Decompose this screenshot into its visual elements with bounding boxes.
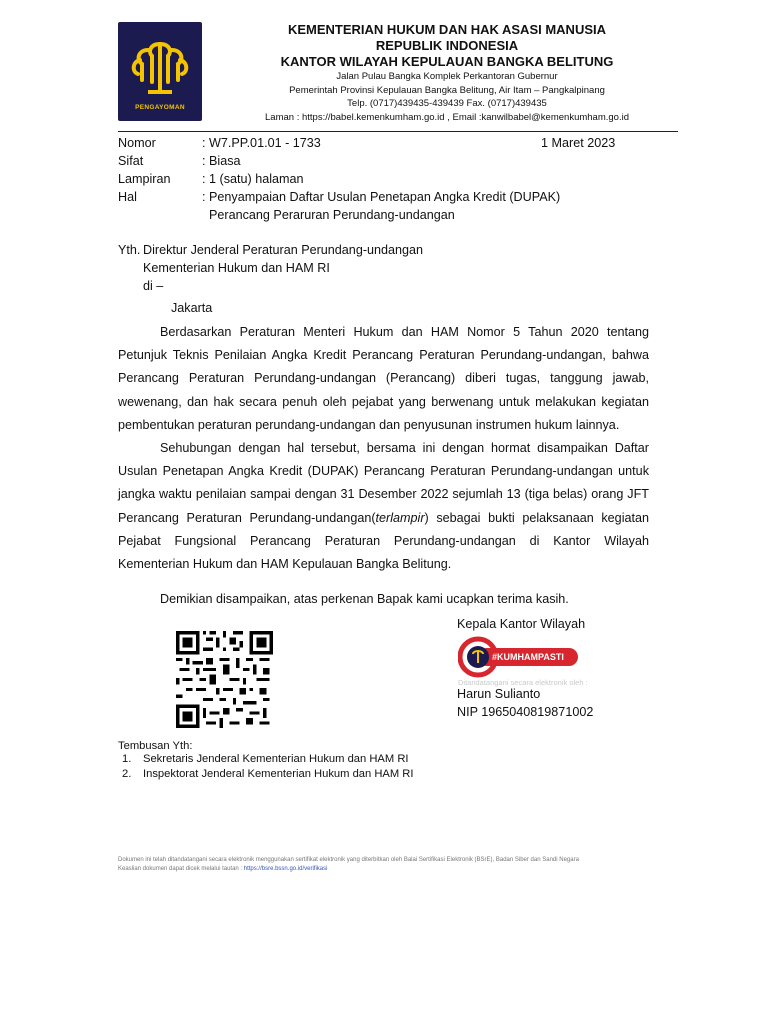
logo-text: PENGAYOMAN xyxy=(135,104,185,111)
office-name: KANTOR WILAYAH KEPULAUAN BANGKA BELITUNG xyxy=(280,54,614,69)
address-line-2: Pemerintah Provinsi Kepulauan Bangka Belitung, Air Itam – Pangkalpinang xyxy=(289,84,605,96)
sifat-value: : Biasa xyxy=(202,154,241,168)
verification-qr-code xyxy=(176,631,273,728)
phone-line: Telp. (0717)439435-439439 Fax. (0717)439435 xyxy=(347,98,547,109)
cc-item: 1. Sekretaris Jenderal Kementerian Hukum dan HAM RI xyxy=(122,753,409,765)
kumham-pasti-logo xyxy=(458,636,613,678)
web-email-line: Laman : https://babel.kemenkumham.go.id , Email :kanwilbabel@kemenkumham.go.id xyxy=(265,111,629,123)
recipient-line-1: Direktur Jenderal Peraturan Perundang-undangan xyxy=(143,243,424,257)
cc-heading: Tembusan Yth: xyxy=(118,740,193,752)
sifat-label: Sifat xyxy=(118,154,144,168)
cc-list xyxy=(118,752,414,781)
recipient-city: Jakarta xyxy=(171,301,213,315)
nomor-value: : W7.PP.01.01 - 1733 xyxy=(202,136,321,150)
e-signature-footer xyxy=(118,856,658,874)
recipient-line-2: Kementerian Hukum dan HAM RI xyxy=(143,261,330,275)
country-name: REPUBLIK INDONESIA xyxy=(375,38,519,53)
signatory-name: Harun Sulianto xyxy=(457,687,541,701)
cc-item: 2. Inspektorat Jenderal Kementerian Hukum dan HAM RI xyxy=(122,767,414,780)
recipient-line-3: di – xyxy=(143,279,164,293)
hal-value-1: : Penyampaian Daftar Usulan Penetapan Angka Kredit (DUPAK) xyxy=(202,190,561,204)
svg-text:#KUMHAMPASTI: #KUMHAMPASTI xyxy=(492,652,564,662)
signed-electronically-note: Ditandatangani secara elektronik oleh : xyxy=(458,678,588,687)
header-divider xyxy=(118,131,678,132)
nomor-label: Nomor xyxy=(118,136,156,150)
hal-label: Hal xyxy=(118,190,137,204)
body-paragraph-1: Berdasarkan Peraturan Menteri Hukum dan HAM Nomor 5 Tahun 2020 tentang Petunjuk Teknis Penilaian Angka Kredit Perancang Peraturan Perundang-undangan, bahwa Perancang Peraturan Perundang-undangan (Perancang) diberi tugas, tanggung jawab, wewenang, dan hak secara penuh oleh pejabat yang berwenang untuk melakukan kegiatan pembentukan peraturan perundang-undangan dan penyusunan instrumen hukum lainnya. xyxy=(118,325,649,432)
lampiran-label: Lampiran xyxy=(118,172,171,186)
footer-line-2: Keaslian dokumen dapat dicek melalui tautan : https://bsre.bssn.go.id/verifikasi xyxy=(118,866,328,872)
ministry-logo xyxy=(118,22,202,121)
footer-line-1: Dokumen ini telah ditandatangani secara elektronik menggunakan sertifikat elektronik yang diterbitkan oleh Balai Sertifikasi Elektronik (BSrE), Badan Siber dan Sandi Negara xyxy=(118,857,579,863)
signatory-title: Kepala Kantor Wilayah xyxy=(457,617,586,631)
yth-label: Yth. xyxy=(118,243,141,257)
signatory-nip: NIP 1965040819871002 xyxy=(457,705,594,719)
qr-code-icon xyxy=(176,631,273,728)
ministry-name: KEMENTERIAN HUKUM DAN HAK ASASI MANUSIA xyxy=(287,22,607,37)
address-line-1: Jalan Pulau Bangka Komplek Perkantoran Gubernur xyxy=(336,71,558,82)
letterhead xyxy=(212,22,682,124)
body-paragraph-2: Sehubungan dengan hal tersebut, bersama ini dengan hormat disampaikan Daftar Usulan Penetapan Angka Kredit (DUPAK) Perancang Peraturan Perundang-undangan untuk jangka waktu penilaian sampai dengan 31 Desember 2022 sejumlah 13 (tiga belas) orang JFT Perancang Peraturan Perundang-undangan(terlampir) sebagai bukti pelaksanaan kegiatan Pejabat Fungsional Perancang Peraturan Perundang-undangan di Kantor Wilayah Kementerian Hukum dan HAM Kepulauan Bangka Belitung. xyxy=(118,441,649,572)
e-signature-stamp xyxy=(458,636,613,678)
verification-link[interactable]: https://bsre.bssn.go.id/verifikasi xyxy=(243,866,328,872)
body-paragraph-3: Demikian disampaikan, atas perkenan Bapak kami ucapkan terima kasih. xyxy=(160,592,569,606)
letter-date: 1 Maret 2023 xyxy=(541,136,616,150)
lampiran-value: : 1 (satu) halaman xyxy=(202,172,304,186)
hal-value-2: Perancang Peraruran Perundang-undangan xyxy=(209,208,455,222)
